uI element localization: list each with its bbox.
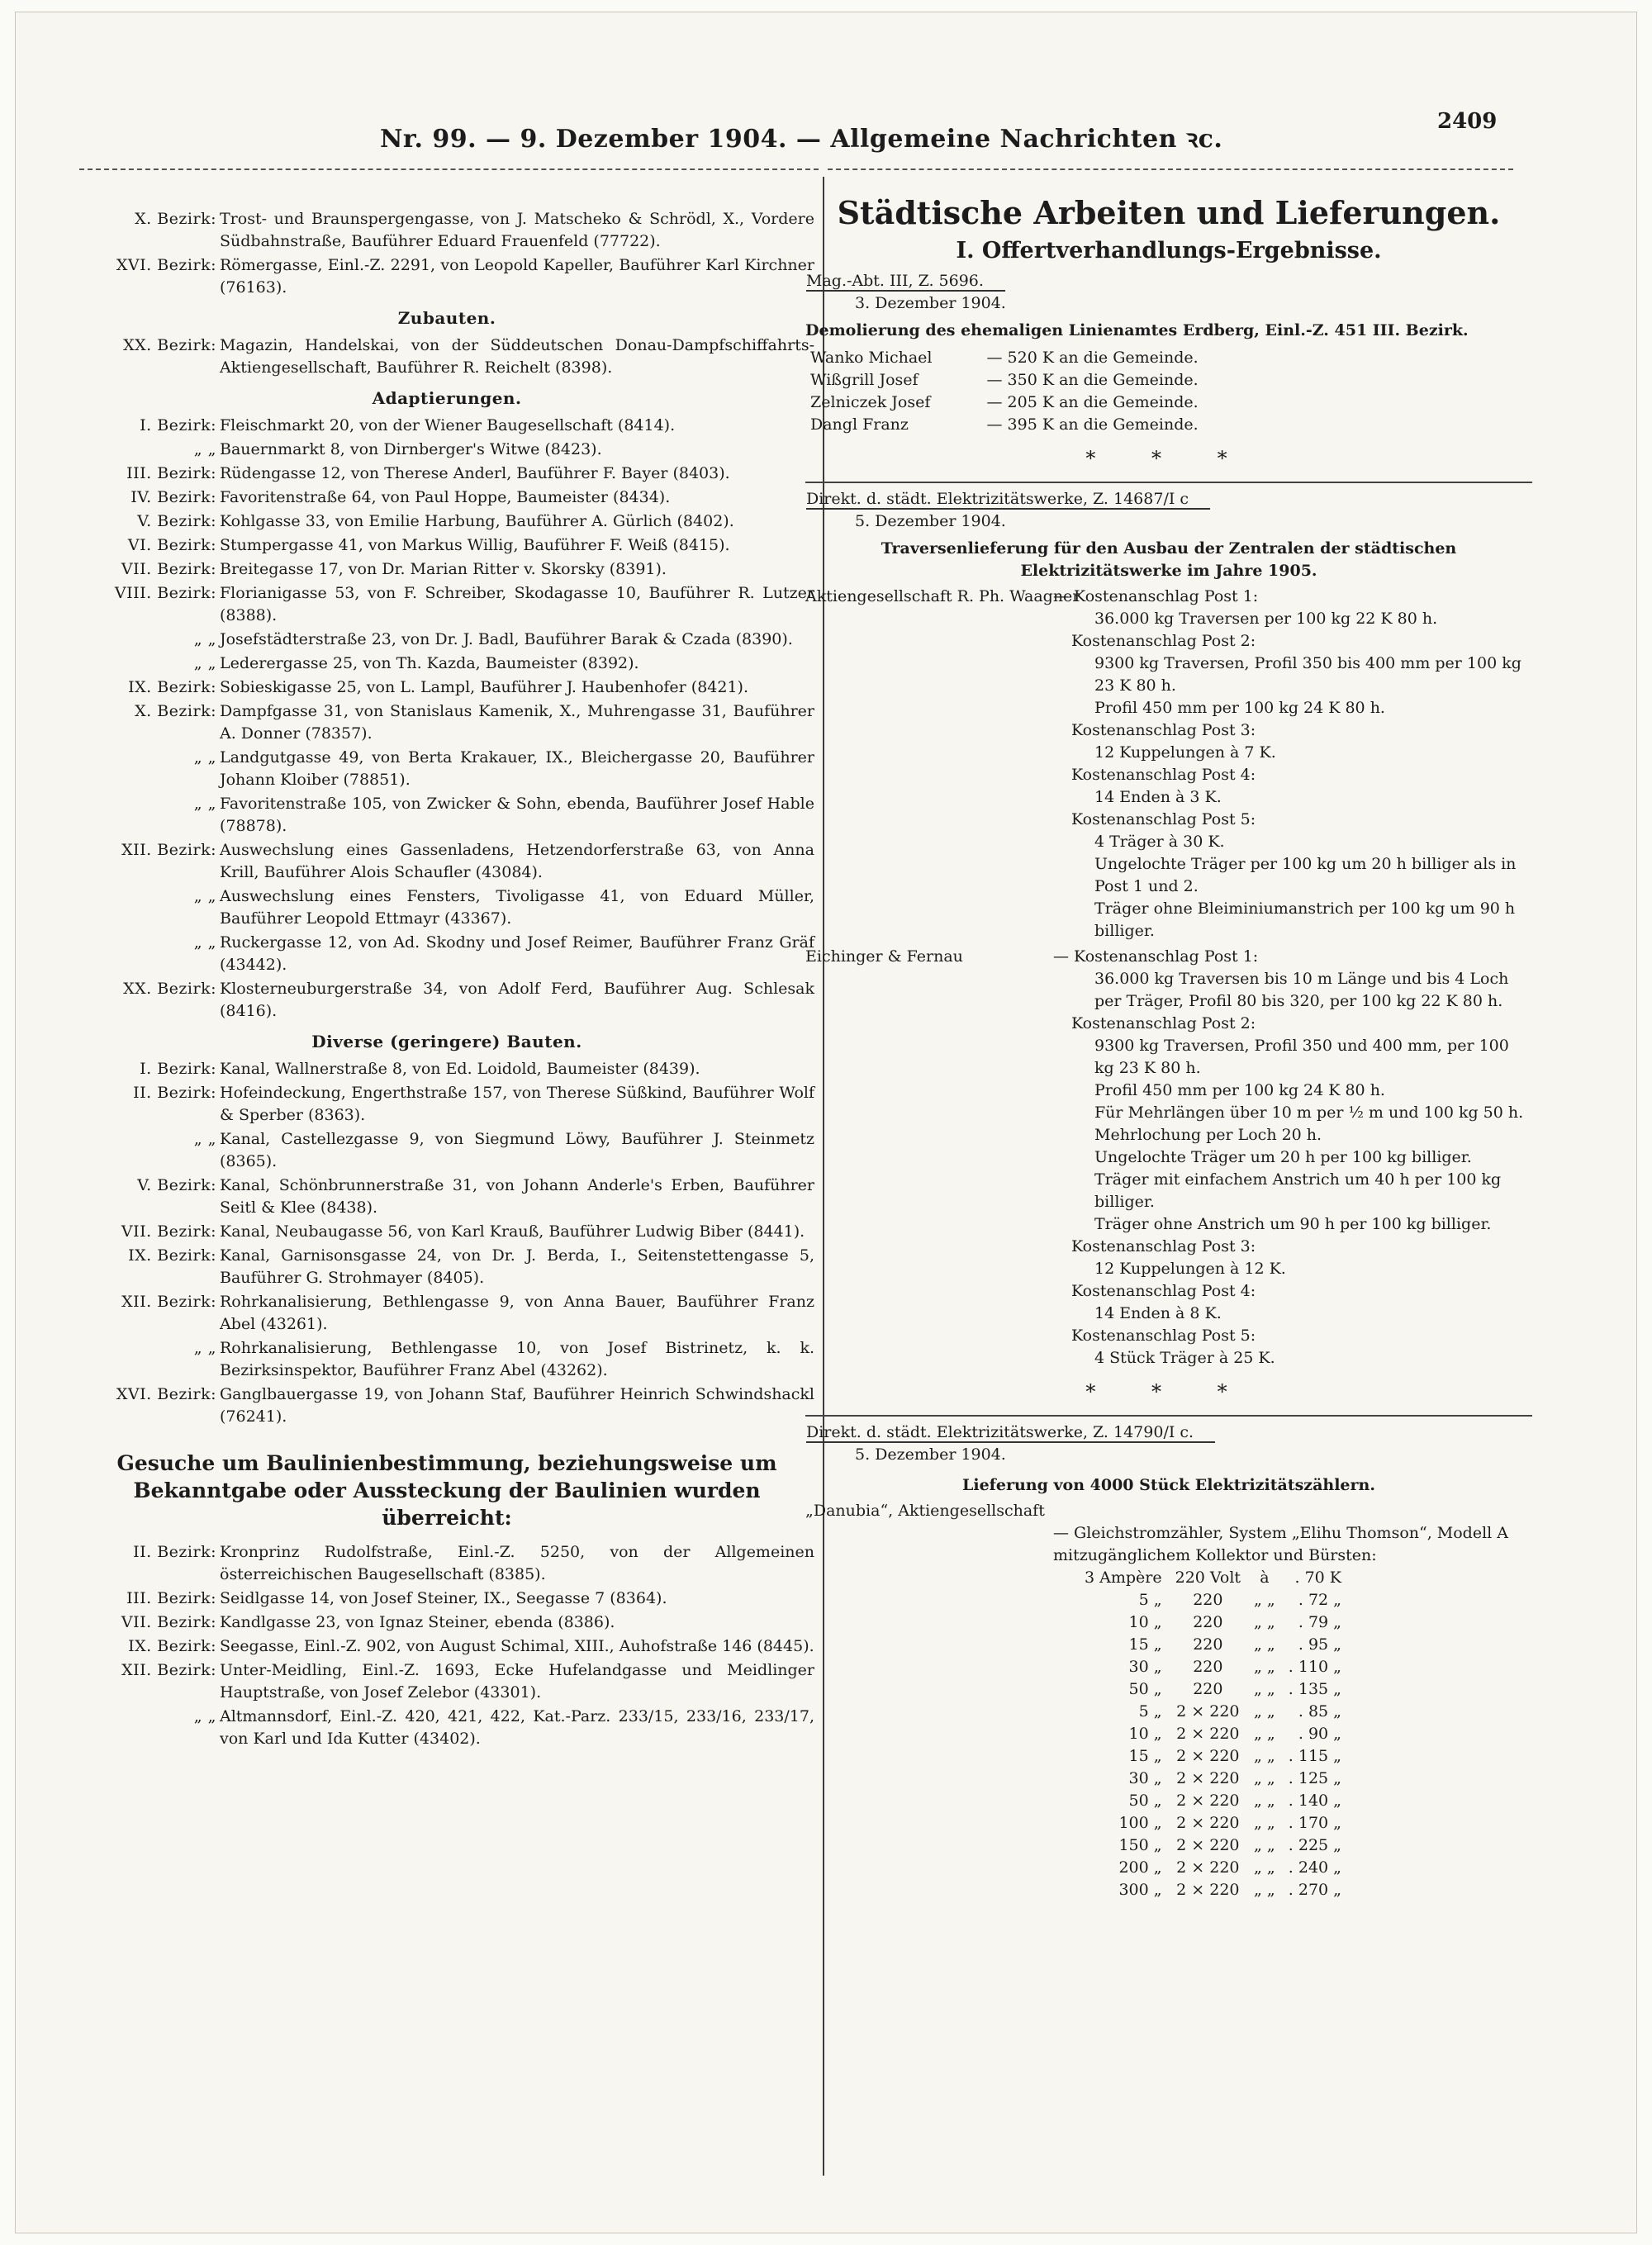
entry-text: Rohrkanalisierung, Bethlengasse 9, von Anna Bauer, Bauführer Franz Abel (43261). bbox=[220, 1293, 814, 1333]
heading-adaptierungen: Adaptierungen. bbox=[372, 388, 522, 408]
a-cell: „ „ bbox=[1254, 1769, 1275, 1787]
price-cell: . 70 K bbox=[1294, 1569, 1342, 1587]
price-cell: . 125 „ bbox=[1288, 1769, 1342, 1787]
bezirk-entry bbox=[79, 335, 814, 379]
ampere-cell: 10 „ bbox=[1128, 1613, 1162, 1631]
bezirk-entry bbox=[79, 510, 814, 533]
bezirk-label: XII. Bezirk: bbox=[121, 1661, 216, 1679]
ampere-cell: 30 „ bbox=[1128, 1769, 1162, 1787]
price-row bbox=[1078, 1812, 1348, 1834]
price-row bbox=[1078, 1567, 1348, 1589]
bezirk-label: I. Bezirk: bbox=[140, 416, 216, 434]
bezirk-entry bbox=[79, 1221, 814, 1243]
ampere-cell: 5 „ bbox=[1138, 1591, 1162, 1609]
bezirk-label: „ „ bbox=[193, 630, 216, 648]
a-cell: „ „ bbox=[1254, 1635, 1275, 1654]
entry-text: Rohrkanalisierung, Bethlengasse 10, von Josef Bistrinetz, k. k. Bezirksinspektor, Bauführer Franz Abel (43262). bbox=[220, 1339, 814, 1379]
offer-line: Träger mit einfachem Anstrich um 40 h per 100 kg billiger. bbox=[1094, 1170, 1502, 1211]
entry-text: Kanal, Castellezgasse 9, von Siegmund Löwy, Bauführer J. Steinmetz (8365). bbox=[220, 1130, 814, 1170]
bezirk-label: III. Bezirk: bbox=[126, 464, 216, 482]
bezirk-entry bbox=[79, 1058, 814, 1080]
ampere-cell: 15 „ bbox=[1128, 1635, 1162, 1654]
price-cell: . 90 „ bbox=[1298, 1725, 1342, 1743]
bezirk-entry bbox=[79, 1337, 814, 1382]
price-row bbox=[1078, 1701, 1348, 1723]
offer-line: Träger ohne Bleiminiumanstrich per 100 kg um 90 h billiger. bbox=[1094, 899, 1516, 940]
entry-text: Bauernmarkt 8, von Dirnberger's Witwe (8423). bbox=[220, 440, 602, 458]
a-cell: „ „ bbox=[1254, 1814, 1275, 1832]
ampere-cell: 100 „ bbox=[1118, 1814, 1162, 1832]
ampere-cell: 10 „ bbox=[1128, 1725, 1162, 1743]
a-cell: „ „ bbox=[1254, 1836, 1275, 1854]
bezirk-label: II. Bezirk: bbox=[133, 1543, 216, 1561]
offer-line: 36.000 kg Traversen bis 10 m Länge und bis 4 Loch per Träger, Profil 80 bis 320, per 100 kg 22 K 80 h. bbox=[1094, 970, 1509, 1010]
price-row bbox=[1078, 1790, 1348, 1812]
bidder-row bbox=[805, 347, 1203, 369]
bezirk-entry bbox=[79, 747, 814, 791]
entry-text: Hofeindeckung, Engerthstraße 157, von Therese Süßkind, Bauführer Wolf & Sperber (8363). bbox=[220, 1084, 814, 1124]
ampere-cell: 300 „ bbox=[1118, 1881, 1162, 1899]
left-column bbox=[79, 208, 814, 1752]
bezirk-entry bbox=[79, 932, 814, 976]
entry-text: Josefstädterstraße 23, von Dr. J. Badl, Bauführer Barak & Czada (8390). bbox=[220, 630, 793, 648]
volt-cell: 2 × 220 bbox=[1176, 1792, 1240, 1810]
bezirk-label: „ „ bbox=[193, 748, 216, 767]
offer-line: — Kostenanschlag Post 1: bbox=[1053, 947, 1259, 966]
heading-zubauten: Zubauten. bbox=[397, 308, 496, 328]
firm-eichinger bbox=[805, 946, 1532, 1369]
entry-text: Seidlgasse 14, von Josef Steiner, IX., Seegasse 7 (8364). bbox=[220, 1589, 667, 1607]
bezirk-entry bbox=[79, 1611, 814, 1634]
offer-line: — Kostenanschlag Post 1: bbox=[1053, 587, 1259, 605]
bezirk-label: VII. Bezirk: bbox=[121, 1613, 216, 1631]
price-cell: . 240 „ bbox=[1288, 1858, 1342, 1877]
volt-cell: 220 bbox=[1193, 1658, 1223, 1676]
entry-text: Römergasse, Einl.-Z. 2291, von Leopold Kapeller, Bauführer Karl Kirchner (76163). bbox=[220, 256, 814, 297]
price-cell: . 140 „ bbox=[1288, 1792, 1342, 1810]
section-subtitle: I. Offertverhandlungs-Ergebnisse. bbox=[956, 238, 1382, 263]
offer-line: Träger ohne Anstrich um 90 h per 100 kg billiger. bbox=[1094, 1215, 1492, 1233]
top-entries bbox=[79, 208, 814, 299]
entry-text: Lederergasse 25, von Th. Kazda, Baumeister (8392). bbox=[220, 654, 639, 672]
volt-cell: 2 × 220 bbox=[1176, 1836, 1240, 1854]
zaehler-intro: — Gleichstromzähler, System „Elihu Thomson“, Modell A mitzugänglichem Kollektor und Bürsten: bbox=[1053, 1524, 1508, 1564]
volt-cell: 2 × 220 bbox=[1176, 1747, 1240, 1765]
bezirk-entry bbox=[79, 700, 814, 745]
price-row bbox=[1078, 1857, 1348, 1879]
price-cell: . 225 „ bbox=[1288, 1836, 1342, 1854]
bezirk-label: „ „ bbox=[193, 1130, 216, 1148]
bezirk-label: „ „ bbox=[193, 887, 216, 905]
offer-line: Kostenanschlag Post 5: bbox=[1071, 1327, 1256, 1345]
entry-text: Stumpergasse 41, von Markus Willig, Bauführer F. Weiß (8415). bbox=[220, 536, 730, 554]
bidder-name: Wißgrill Josef bbox=[810, 371, 919, 389]
price-cell: . 135 „ bbox=[1288, 1680, 1342, 1698]
bezirk-label: X. Bezirk: bbox=[135, 702, 216, 720]
bezirk-label: XII. Bezirk: bbox=[121, 1293, 216, 1311]
entry-text: Kanal, Wallnerstraße 8, von Ed. Loidold, Baumeister (8439). bbox=[220, 1060, 700, 1078]
bezirk-entry bbox=[79, 1635, 814, 1658]
bidder-amount: — 350 K an die Gemeinde. bbox=[986, 371, 1199, 389]
bezirk-entry bbox=[79, 534, 814, 557]
price-row bbox=[1078, 1723, 1348, 1745]
volt-cell: 220 Volt bbox=[1175, 1569, 1241, 1587]
entry-text: Auswechslung eines Fensters, Tivoligasse 41, von Eduard Müller, Bauführer Leopold Ettmayr (43367). bbox=[220, 887, 814, 928]
bezirk-label: „ „ bbox=[193, 654, 216, 672]
price-cell: . 110 „ bbox=[1288, 1658, 1342, 1676]
bidder-row bbox=[805, 369, 1203, 392]
entry-text: Dampfgasse 31, von Stanislaus Kamenik, X., Muhrengasse 31, Bauführer A. Donner (78357). bbox=[220, 702, 814, 743]
entry-text: Seegasse, Einl.-Z. 902, von August Schimal, XIII., Auhofstraße 146 (8445). bbox=[220, 1637, 814, 1655]
zaehler-price-table bbox=[1078, 1567, 1348, 1901]
bezirk-label: XVI. Bezirk: bbox=[116, 1385, 216, 1403]
zaehler-heading: Lieferung von 4000 Stück Elektrizitätszählern. bbox=[962, 1476, 1375, 1494]
bezirk-entry bbox=[79, 1588, 814, 1610]
offer-line: Für Mehrlängen über 10 m per ½ m und 100 kg 50 h. bbox=[1094, 1104, 1524, 1122]
price-cell: . 79 „ bbox=[1298, 1613, 1342, 1631]
volt-cell: 220 bbox=[1193, 1680, 1223, 1698]
bezirk-label: IX. Bezirk: bbox=[128, 678, 216, 696]
bezirk-entry bbox=[79, 839, 814, 884]
bezirk-entry bbox=[79, 1082, 814, 1127]
bezirk-entry bbox=[79, 676, 814, 699]
price-row bbox=[1078, 1834, 1348, 1857]
rule-2 bbox=[805, 1415, 1532, 1417]
ref-date-1: 3. Dezember 1904. bbox=[855, 294, 1006, 312]
ampere-cell: 200 „ bbox=[1118, 1858, 1162, 1877]
ref-text: Direkt. d. städt. Elektrizitätswerke, Z. 14687/I c bbox=[806, 490, 1210, 510]
offer-line: 4 Stück Träger à 25 K. bbox=[1094, 1349, 1275, 1367]
a-cell: „ „ bbox=[1254, 1792, 1275, 1810]
bezirk-label: „ „ bbox=[193, 440, 216, 458]
offer-line: Kostenanschlag Post 4: bbox=[1071, 1282, 1256, 1300]
offer-line: 36.000 kg Traversen per 100 kg 22 K 80 h. bbox=[1094, 610, 1438, 628]
offer-line: Kostenanschlag Post 3: bbox=[1071, 721, 1256, 739]
bezirk-label: VIII. Bezirk: bbox=[114, 584, 216, 602]
volt-cell: 2 × 220 bbox=[1176, 1769, 1240, 1787]
demolierung-table bbox=[805, 347, 1203, 436]
bezirk-label: „ „ bbox=[193, 1707, 216, 1725]
entry-text: Rüdengasse 12, von Therese Anderl, Bauführer F. Bayer (8403). bbox=[220, 464, 730, 482]
bezirk-entry bbox=[79, 1706, 814, 1750]
offer-line: 9300 kg Traversen, Profil 350 und 400 mm, per 100 kg 23 K 80 h. bbox=[1094, 1037, 1509, 1077]
demolierung-heading: Demolierung des ehemaligen Linienamtes Erdberg, Einl.-Z. 451 III. Bezirk. bbox=[805, 321, 1469, 339]
bezirk-label: „ „ bbox=[193, 933, 216, 952]
bidder-name: Wanko Michael bbox=[810, 349, 933, 367]
danubia-firm: „Danubia“, Aktiengesellschaft bbox=[805, 1502, 1045, 1520]
zubauten-list bbox=[79, 335, 814, 379]
bezirk-entry bbox=[79, 629, 814, 651]
ampere-cell: 15 „ bbox=[1128, 1747, 1162, 1765]
bezirk-entry bbox=[79, 793, 814, 838]
bezirk-label: IX. Bezirk: bbox=[128, 1246, 216, 1265]
entry-text: Ganglbauergasse 19, von Johann Staf, Bauführer Heinrich Schwindshackl (76241). bbox=[220, 1385, 814, 1426]
price-cell: . 95 „ bbox=[1298, 1635, 1342, 1654]
right-column bbox=[805, 188, 1532, 1901]
price-row bbox=[1078, 1656, 1348, 1678]
entry-text: Kohlgasse 33, von Emilie Harbung, Bauführer A. Gürlich (8402). bbox=[220, 512, 734, 530]
offer-line: 14 Enden à 8 K. bbox=[1094, 1304, 1222, 1322]
offer-line: Kostenanschlag Post 2: bbox=[1071, 632, 1256, 650]
bezirk-label: X. Bezirk: bbox=[135, 210, 216, 228]
bidder-row bbox=[805, 414, 1203, 436]
bezirk-entry bbox=[79, 439, 814, 461]
price-row bbox=[1078, 1678, 1348, 1701]
entry-text: Trost- und Braunspergengasse, von J. Matscheko & Schrödl, X., Vordere Südbahnstraße, Bauführer Eduard Frauenfeld (77722). bbox=[220, 210, 814, 250]
offer-line: Ungelochte Träger per 100 kg um 20 h billiger als in Post 1 und 2. bbox=[1094, 855, 1517, 895]
bezirk-label: IV. Bezirk: bbox=[131, 488, 216, 506]
offer-line: Kostenanschlag Post 2: bbox=[1071, 1014, 1256, 1032]
bezirk-label: V. Bezirk: bbox=[137, 512, 216, 530]
ampere-cell: 3 Ampère bbox=[1085, 1569, 1162, 1587]
heading-diverse: Diverse (geringere) Bauten. bbox=[311, 1032, 582, 1051]
offer-line: Profil 450 mm per 100 kg 24 K 80 h. bbox=[1094, 699, 1385, 717]
entry-text: Auswechslung eines Gassenladens, Hetzendorferstraße 63, von Anna Krill, Bauführer Alois Schaufler (43084). bbox=[220, 841, 814, 881]
ref-date-2: 5. Dezember 1904. bbox=[855, 512, 1006, 530]
ampere-cell: 150 „ bbox=[1118, 1836, 1162, 1854]
a-cell: „ „ bbox=[1254, 1702, 1275, 1721]
bezirk-label: XX. Bezirk: bbox=[123, 336, 216, 354]
entry-text: Klosterneuburgerstraße 34, von Adolf Ferd, Bauführer Aug. Schlesak (8416). bbox=[220, 980, 814, 1020]
volt-cell: 2 × 220 bbox=[1176, 1858, 1240, 1877]
volt-cell: 2 × 220 bbox=[1176, 1725, 1240, 1743]
bezirk-label: III. Bezirk: bbox=[126, 1589, 216, 1607]
bezirk-label: VII. Bezirk: bbox=[121, 560, 216, 578]
ampere-cell: 5 „ bbox=[1138, 1702, 1162, 1721]
price-cell: . 72 „ bbox=[1298, 1591, 1342, 1609]
a-cell: „ „ bbox=[1254, 1881, 1275, 1899]
entry-text: Kanal, Garnisonsgasse 24, von Dr. J. Berda, I., Seitenstettengasse 5, Bauführer G. Strohmayer (8405). bbox=[220, 1246, 814, 1287]
offer-line: Kostenanschlag Post 5: bbox=[1071, 810, 1256, 828]
bezirk-entry bbox=[79, 1541, 814, 1586]
bezirk-entry bbox=[79, 254, 814, 299]
offer-line: Kostenanschlag Post 3: bbox=[1071, 1237, 1256, 1255]
entry-text: Magazin, Handelskai, von der Süddeutschen Donau-Dampfschiffahrts-Aktiengesellschaft, Bauführer R. Reichelt (8398). bbox=[220, 336, 814, 377]
bezirk-label: „ „ bbox=[193, 1339, 216, 1357]
bezirk-label: XII. Bezirk: bbox=[121, 841, 216, 859]
price-row bbox=[1078, 1879, 1348, 1901]
ampere-cell: 30 „ bbox=[1128, 1658, 1162, 1676]
bezirk-entry bbox=[79, 978, 814, 1023]
entry-text: Favoritenstraße 64, von Paul Hoppe, Baumeister (8434). bbox=[220, 488, 671, 506]
a-cell: „ „ bbox=[1254, 1747, 1275, 1765]
volt-cell: 220 bbox=[1193, 1591, 1223, 1609]
page-number: 2409 bbox=[1437, 109, 1498, 134]
entry-text: Kanal, Schönbrunnerstraße 31, von Johann Anderle's Erben, Bauführer Seitl & Klee (8438). bbox=[220, 1176, 814, 1217]
bidder-row bbox=[805, 392, 1203, 414]
section-title: Städtische Arbeiten und Lieferungen. bbox=[837, 194, 1501, 231]
bidder-amount: — 395 K an die Gemeinde. bbox=[986, 415, 1199, 434]
bezirk-entry bbox=[79, 1128, 814, 1173]
adaptierungen-list bbox=[79, 415, 814, 1023]
entry-text: Landgutgasse 49, von Berta Krakauer, IX., Bleichergasse 20, Bauführer Johann Kloiber (78851). bbox=[220, 748, 814, 789]
bezirk-label: „ „ bbox=[193, 795, 216, 813]
ampere-cell: 50 „ bbox=[1128, 1680, 1162, 1698]
volt-cell: 220 bbox=[1193, 1635, 1223, 1654]
a-cell: „ „ bbox=[1254, 1680, 1275, 1698]
offer-line: 12 Kuppelungen à 12 K. bbox=[1094, 1260, 1286, 1278]
a-cell: „ „ bbox=[1254, 1613, 1275, 1631]
firm-waagner bbox=[805, 586, 1532, 942]
entry-text: Altmannsdorf, Einl.-Z. 420, 421, 422, Kat.-Parz. 233/15, 233/16, 233/17, von Karl und Ida Kutter (43402). bbox=[220, 1707, 814, 1748]
price-cell: . 115 „ bbox=[1288, 1747, 1342, 1765]
bezirk-label: VI. Bezirk: bbox=[127, 536, 216, 554]
bezirk-label: VII. Bezirk: bbox=[121, 1222, 216, 1241]
ref-text: Direkt. d. städt. Elektrizitätswerke, Z. 14790/I c. bbox=[806, 1423, 1215, 1443]
traversen-heading: Traversenlieferung für den Ausbau der Zentralen der städtischen Elektrizitätswerke im Jahre 1905. bbox=[881, 539, 1457, 580]
entry-text: Unter-Meidling, Einl.-Z. 1693, Ecke Hufelandgasse und Meidlinger Hauptstraße, von Josef Zelebor (43301). bbox=[220, 1661, 814, 1702]
entry-text: Kandlgasse 23, von Ignaz Steiner, ebenda (8386). bbox=[220, 1613, 615, 1631]
diverse-list bbox=[79, 1058, 814, 1428]
ampere-cell: 50 „ bbox=[1128, 1792, 1162, 1810]
entry-text: Sobieskigasse 25, von L. Lampl, Bauführer J. Haubenhofer (8421). bbox=[220, 678, 749, 696]
offer-line: Ungelochte Träger um 20 h per 100 kg billiger. bbox=[1094, 1148, 1472, 1166]
offer-line: Kostenanschlag Post 4: bbox=[1071, 766, 1256, 784]
bezirk-label: IX. Bezirk: bbox=[128, 1637, 216, 1655]
a-cell: „ „ bbox=[1254, 1858, 1275, 1877]
volt-cell: 2 × 220 bbox=[1176, 1702, 1240, 1721]
bezirk-entry bbox=[79, 1175, 814, 1219]
bezirk-entry bbox=[79, 415, 814, 437]
volt-cell: 2 × 220 bbox=[1176, 1881, 1240, 1899]
bezirk-label: XVI. Bezirk: bbox=[116, 256, 216, 274]
entry-text: Ruckergasse 12, von Ad. Skodny und Josef Reimer, Bauführer Franz Gräf (43442). bbox=[220, 933, 814, 974]
bidder-amount: — 520 K an die Gemeinde. bbox=[986, 349, 1199, 367]
price-cell: . 85 „ bbox=[1298, 1702, 1342, 1721]
bezirk-entry bbox=[79, 1659, 814, 1704]
bezirk-entry bbox=[79, 885, 814, 930]
ref-line-1 bbox=[805, 270, 1532, 292]
entry-text: Kronprinz Rudolfstraße, Einl.-Z. 5250, von der Allgemeinen österreichischen Baugesellschaft (8385). bbox=[220, 1543, 814, 1583]
stars-2: * * * bbox=[1085, 1380, 1252, 1403]
offer-line: 9300 kg Traversen, Profil 350 bis 400 mm per 100 kg 23 K 80 h. bbox=[1094, 654, 1521, 695]
bezirk-entry bbox=[79, 558, 814, 581]
bezirk-entry bbox=[79, 653, 814, 675]
ref-date-3: 5. Dezember 1904. bbox=[855, 1445, 1006, 1464]
offer-line: Mehrlochung per Loch 20 h. bbox=[1094, 1126, 1322, 1144]
price-cell: . 170 „ bbox=[1288, 1814, 1342, 1832]
firm-name: Aktiengesellschaft R. Ph. Waagner bbox=[805, 587, 1080, 605]
volt-cell: 2 × 220 bbox=[1176, 1814, 1240, 1832]
gesuche-list bbox=[79, 1541, 814, 1750]
rule-1 bbox=[805, 482, 1532, 483]
price-row bbox=[1078, 1634, 1348, 1656]
bezirk-entry bbox=[79, 486, 814, 509]
offer-line: 12 Kuppelungen à 7 K. bbox=[1094, 743, 1276, 762]
bidder-amount: — 205 K an die Gemeinde. bbox=[986, 393, 1199, 411]
volt-cell: 220 bbox=[1193, 1613, 1223, 1631]
header-rule-right bbox=[828, 168, 1513, 177]
entry-text: Fleischmarkt 20, von der Wiener Baugesellschaft (8414). bbox=[220, 416, 676, 434]
price-row bbox=[1078, 1611, 1348, 1634]
entry-text: Florianigasse 53, von F. Schreiber, Skodagasse 10, Bauführer R. Lutzer (8388). bbox=[220, 584, 814, 624]
a-cell: „ „ bbox=[1254, 1658, 1275, 1676]
ref-line-3 bbox=[805, 1422, 1532, 1444]
bezirk-entry bbox=[79, 463, 814, 485]
offer-line: Profil 450 mm per 100 kg 24 K 80 h. bbox=[1094, 1081, 1385, 1099]
price-row bbox=[1078, 1768, 1348, 1790]
bezirk-entry bbox=[79, 208, 814, 253]
stars-1: * * * bbox=[1085, 447, 1252, 470]
bidder-name: Zelniczek Josef bbox=[810, 393, 931, 411]
bezirk-entry bbox=[79, 1384, 814, 1428]
a-cell: „ „ bbox=[1254, 1725, 1275, 1743]
firm-name: Eichinger & Fernau bbox=[805, 947, 963, 966]
bezirk-label: II. Bezirk: bbox=[133, 1084, 216, 1102]
entry-text: Kanal, Neubaugasse 56, von Karl Krauß, Bauführer Ludwig Biber (8441). bbox=[220, 1222, 805, 1241]
offer-line: 4 Träger à 30 K. bbox=[1094, 833, 1225, 851]
a-cell: à bbox=[1260, 1569, 1270, 1587]
ref-line-2 bbox=[805, 488, 1532, 510]
bidder-name: Dangl Franz bbox=[810, 415, 909, 434]
bezirk-label: V. Bezirk: bbox=[137, 1176, 216, 1194]
bezirk-entry bbox=[79, 582, 814, 627]
offer-line: 14 Enden à 3 K. bbox=[1094, 788, 1222, 806]
bezirk-label: I. Bezirk: bbox=[140, 1060, 216, 1078]
price-cell: . 270 „ bbox=[1288, 1881, 1342, 1899]
a-cell: „ „ bbox=[1254, 1591, 1275, 1609]
bezirk-entry bbox=[79, 1291, 814, 1336]
price-row bbox=[1078, 1745, 1348, 1768]
header-rule-left bbox=[79, 168, 819, 177]
entry-text: Favoritenstraße 105, von Zwicker & Sohn, ebenda, Bauführer Josef Hable (78878). bbox=[220, 795, 814, 835]
entry-text: Breitegasse 17, von Dr. Marian Ritter v. Skorsky (8391). bbox=[220, 560, 667, 578]
ref-text: Mag.-Abt. III, Z. 5696. bbox=[806, 272, 1005, 292]
heading-gesuche: Gesuche um Baulinienbestimmung, beziehungsweise um Bekanntgabe oder Aussteckung der Baulinien wurden überreicht: bbox=[116, 1451, 777, 1530]
running-header: Nr. 99. — 9. Dezember 1904. — Allgemeine Nachrichten ꝛc. bbox=[380, 125, 1223, 154]
bezirk-label: XX. Bezirk: bbox=[123, 980, 216, 998]
bezirk-entry bbox=[79, 1245, 814, 1289]
price-row bbox=[1078, 1589, 1348, 1611]
